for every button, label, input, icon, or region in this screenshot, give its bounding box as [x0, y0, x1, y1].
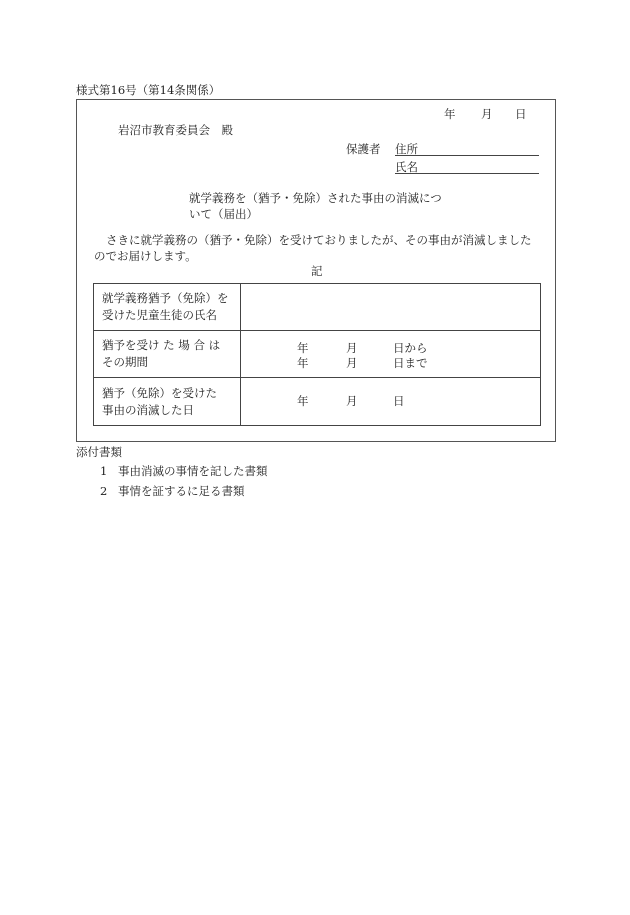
label-line: 猶予を受け た 場 合 は [102, 338, 221, 352]
from-month: 月 [346, 341, 358, 355]
date-month: 月 [481, 107, 493, 121]
to-year: 年 [297, 356, 309, 370]
address-label: 住所 [395, 142, 418, 156]
to-day: 日まで [393, 356, 428, 370]
label-line: 就学義務猶予（免除）を [102, 291, 229, 305]
form-number-label: 様式第16号（第14条関係） [76, 83, 221, 97]
addressee: 岩沼市教育委員会 殿 [118, 123, 233, 137]
attachment-text: 事情を証するに足る書類 [118, 484, 245, 498]
name-field-line[interactable] [395, 173, 539, 174]
attachment-text: 事由消滅の事情を記した書類 [118, 464, 268, 478]
title-line-2: いて（届出） [189, 207, 258, 221]
table-row [94, 284, 541, 331]
body-line-2: のでお届けします。 [94, 249, 197, 263]
attachment-number: 2 [100, 484, 108, 498]
table-row [94, 331, 541, 378]
cessation-day: 日 [393, 394, 405, 408]
name-label: 氏名 [395, 160, 418, 174]
cessation-year: 年 [297, 394, 309, 408]
attachment-number: 1 [100, 464, 108, 478]
attachments-heading: 添付書類 [76, 445, 122, 459]
from-day: 日から [393, 341, 428, 355]
cessation-date-field[interactable] [241, 378, 541, 426]
label-line: その期間 [102, 355, 148, 369]
student-name-label [94, 284, 241, 331]
label-line: 猶予（免除）を受けた [102, 385, 217, 400]
label-line: 受けた児童生徒の氏名 [102, 308, 217, 322]
address-field-line[interactable] [395, 155, 539, 156]
record-table [93, 283, 541, 426]
ki-heading: 記 [311, 264, 323, 278]
body-line-1: さきに就学義務の（猶予・免除）を受けておりましたが、その事由が消滅しました [106, 233, 532, 247]
cessation-date-label [94, 378, 241, 426]
student-name-field[interactable] [241, 284, 541, 331]
to-month: 月 [346, 356, 358, 370]
from-year: 年 [297, 341, 309, 355]
table-row [94, 378, 541, 426]
guardian-label: 保護者 [346, 142, 381, 156]
period-label [94, 331, 241, 378]
date-year: 年 [444, 107, 456, 121]
title-line-1: 就学義務を（猶予・免除）された事由の消滅につ [189, 191, 442, 205]
label-line: 事由の消滅した日 [102, 402, 194, 417]
period-field[interactable] [241, 331, 541, 378]
date-day: 日 [515, 107, 527, 121]
cessation-month: 月 [346, 394, 358, 408]
